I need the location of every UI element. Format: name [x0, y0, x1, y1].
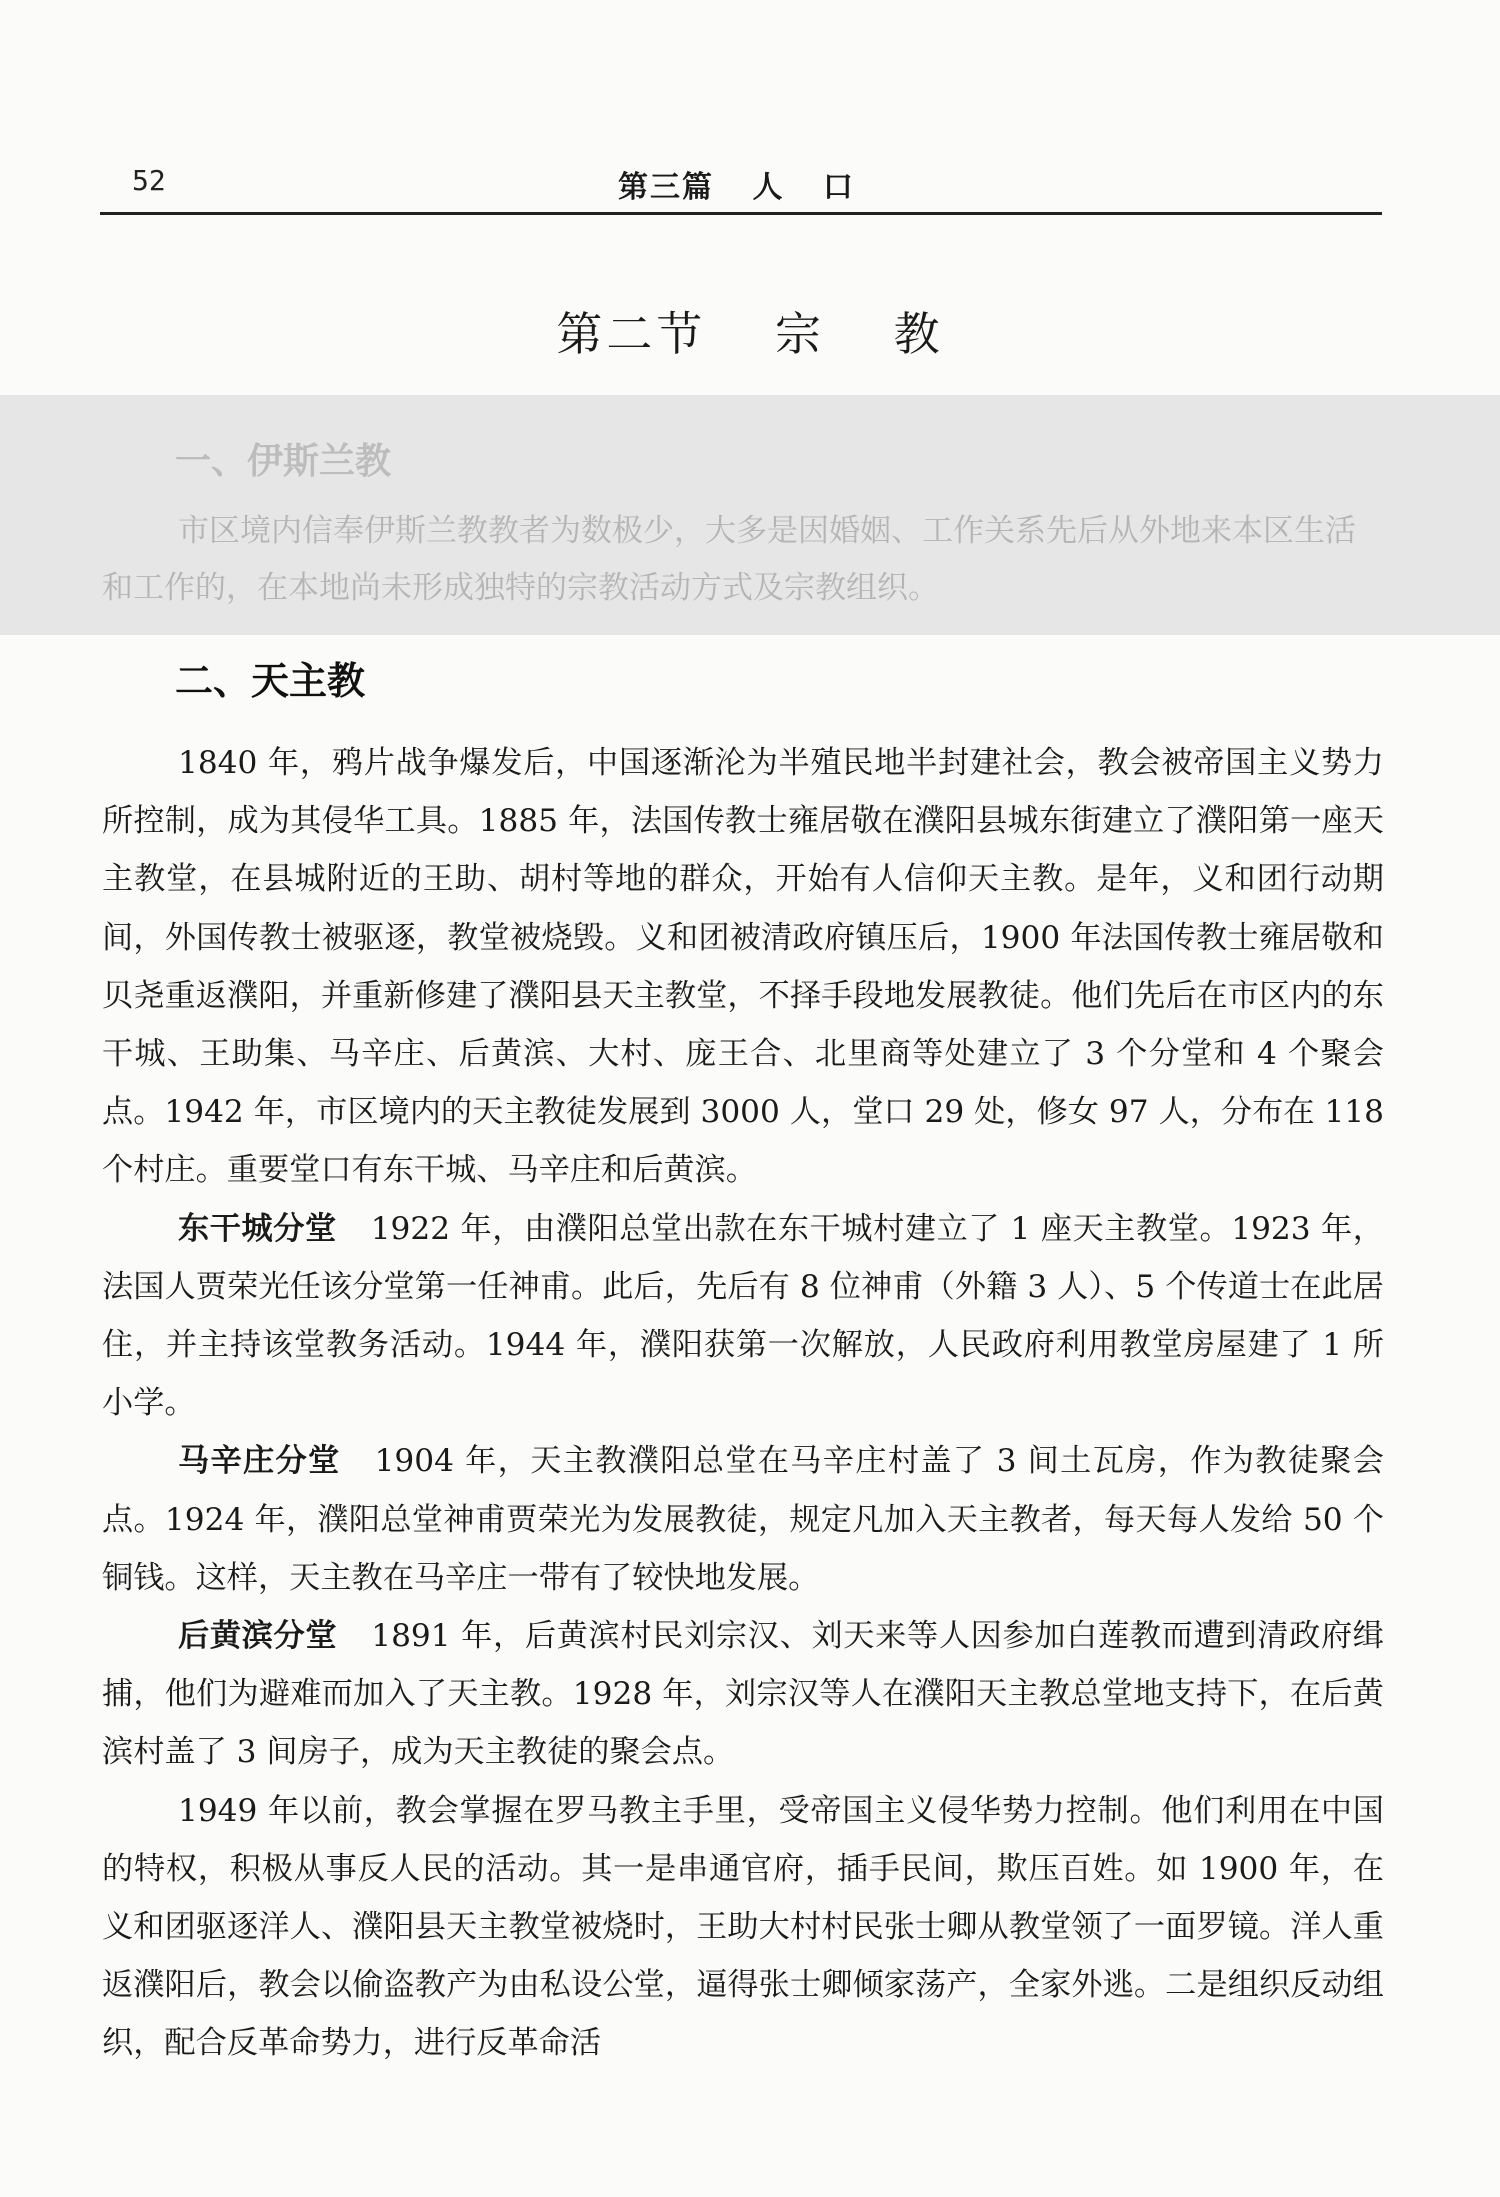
- branch-paragraph: [102, 1200, 1384, 1433]
- page-number: 52: [132, 164, 166, 197]
- branch-name: 马辛庄分堂: [178, 1443, 341, 1480]
- branch-name: 后黄滨分堂: [178, 1618, 338, 1655]
- catholic-body: [102, 734, 1384, 2073]
- islam-section: [0, 395, 1500, 635]
- branch-paragraph: [102, 1607, 1384, 1782]
- catholic-heading: 二、天主教: [175, 659, 366, 703]
- running-title: 第三篇 人 口: [618, 170, 855, 205]
- page-header: [100, 162, 1382, 215]
- islam-paragraph: 市区境内信奉伊斯兰教教者为数极少，大多是因婚姻、工作关系先后从外地来本区生活和工作的，在本地尚未形成独特的宗教活动方式及宗教组织。: [102, 513, 1356, 606]
- branch-text: 1891 年，后黄滨村民刘宗汉、刘天来等人因参加白莲教而遭到清政府缉捕，他们为避难而加入了天主教。1928 年，刘宗汉等人在濮阳天主教总堂地支持下，在后黄滨村盖了 3 间房子，成为天主教徒的聚会点。: [102, 1618, 1384, 1771]
- branch-text: 1904 年，天主教濮阳总堂在马辛庄村盖了 3 间土瓦房，作为教徒聚会点。1924 年，濮阳总堂神甫贾荣光为发展教徒，规定凡加入天主教者，每天每人发给 50 个铜钱。这样，天主教在马辛庄一带有了较快地发展。: [102, 1443, 1384, 1596]
- section-title: 第二节 宗 教: [556, 307, 944, 361]
- catholic-closing: 1949 年以前，教会掌握在罗马教主手里，受帝国主义侵华势力控制。他们利用在中国的特权，积极从事反人民的活动。其一是串通官府，插手民间，欺压百姓。如 1900 年，在义和团驱逐洋人、濮阳县天主教堂被烧时，王助大村村民张士卿从教堂领了一面罗镜。洋人重返濮阳后，教会以偷盗教产为由私设公堂，逼得张士卿倾家荡产，全家外逃。二是组织反动组织，配合反革命势力，进行反革命活: [102, 1792, 1384, 2062]
- branch-text: 1922 年，由濮阳总堂出款在东干城村建立了 1 座天主教堂。1923 年，法国人贾荣光任该分堂第一任神甫。此后，先后有 8 位神甫（外籍 3 人）、5 个传道士在此居住，并主持该堂教务活动。1944 年，濮阳获第一次解放，人民政府利用教堂房屋建了 1 所小学。: [102, 1210, 1384, 1422]
- catholic-intro: 1840 年，鸦片战争爆发后，中国逐渐沦为半殖民地半封建社会，教会被帝国主义势力所控制，成为其侵华工具。1885 年，法国传教士雍居敬在濮阳县城东街建立了濮阳第一座天主教堂，在县城附近的王助、胡村等地的群众，开始有人信仰天主教。是年，义和团行动期间，外国传教士被驱逐，教堂被烧毁。义和团被清政府镇压后，1900 年法国传教士雍居敬和贝尧重返濮阳，并重新修建了濮阳县天主教堂，不择手段地发展教徒。他们先后在市区内的东干城、王助集、马辛庄、后黄滨、大村、庞王合、北里商等处建立了 3 个分堂和 4 个聚会点。1942 年，市区境内的天主教徒发展到 3000 人，堂口 29 处，修女 97 人，分布在 118 个村庄。重要堂口有东干城、马辛庄和后黄滨。: [102, 745, 1384, 1189]
- islam-heading: 一、伊斯兰教: [175, 441, 392, 482]
- branch-paragraph: [102, 1432, 1384, 1607]
- branch-name: 东干城分堂: [178, 1210, 337, 1247]
